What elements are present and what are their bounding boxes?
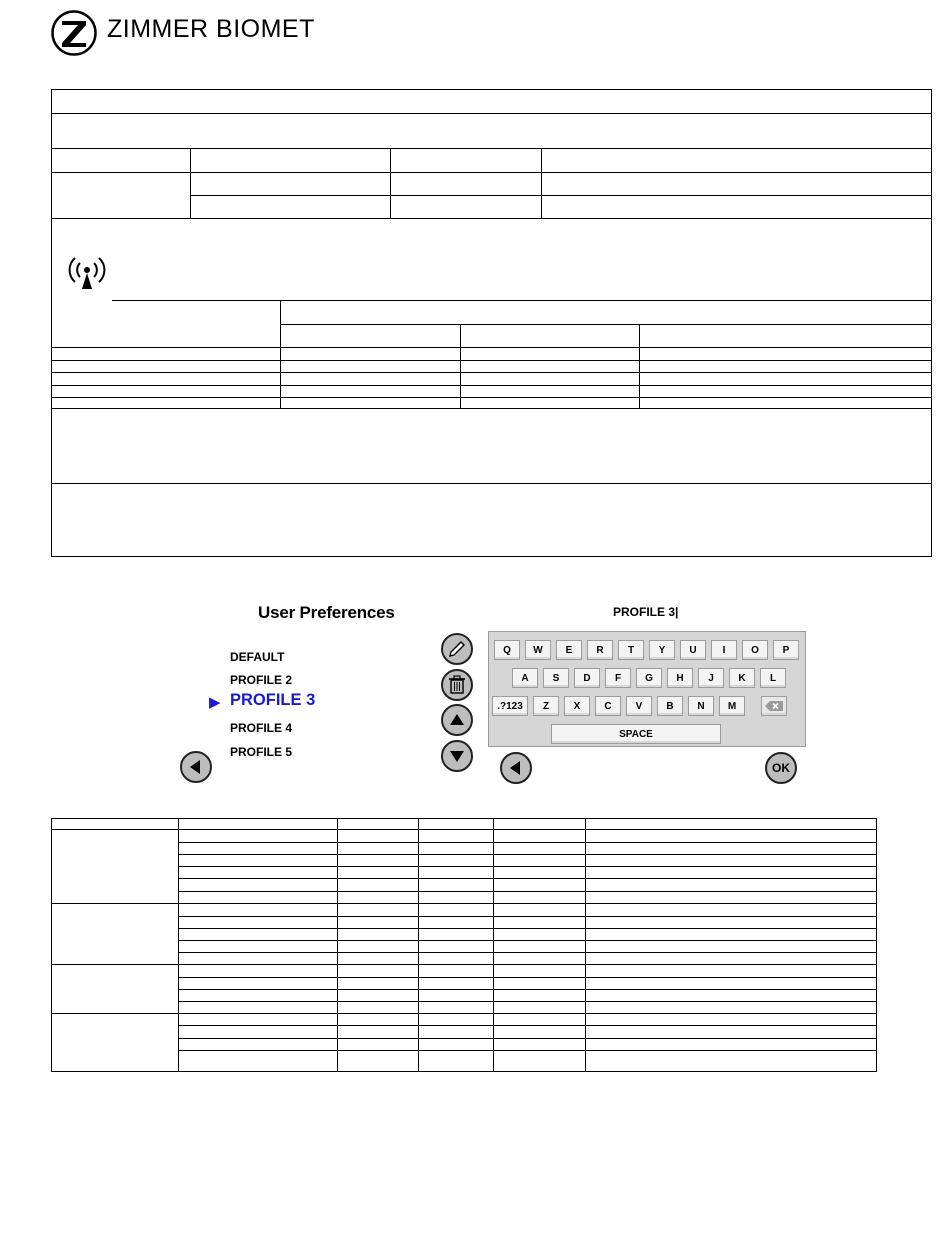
profile-item-5[interactable]: PROFILE 5 xyxy=(230,745,293,759)
arrow-left-icon xyxy=(507,759,525,777)
on-screen-keyboard xyxy=(488,631,806,747)
key-t[interactable]: T xyxy=(618,640,644,660)
edit-profile-button[interactable] xyxy=(441,633,473,665)
key-h[interactable]: H xyxy=(667,668,693,688)
key-v[interactable]: V xyxy=(626,696,652,716)
pencil-icon xyxy=(447,639,467,659)
key-l[interactable]: L xyxy=(760,668,786,688)
prefs-back-button[interactable] xyxy=(180,751,212,783)
key-p[interactable]: P xyxy=(773,640,799,660)
brand-name: ZIMMER BIOMET xyxy=(107,15,315,43)
space-key[interactable]: SPACE xyxy=(551,724,721,744)
key-y[interactable]: Y xyxy=(649,640,675,660)
key-b[interactable]: B xyxy=(657,696,683,716)
delete-profile-button[interactable] xyxy=(441,669,473,701)
key-n[interactable]: N xyxy=(688,696,714,716)
user-preferences-title: User Preferences xyxy=(258,603,395,622)
profile-item-3-selected[interactable]: PROFILE 3 xyxy=(230,691,316,709)
backspace-icon xyxy=(764,700,784,712)
arrow-down-icon xyxy=(448,747,466,765)
selected-arrow-icon: ▶ xyxy=(209,694,221,711)
keyboard-back-button[interactable] xyxy=(500,752,532,784)
arrow-left-icon xyxy=(187,758,205,776)
key-d[interactable]: D xyxy=(574,668,600,688)
non-ionizing-radiation-icon xyxy=(64,255,110,295)
key-o[interactable]: O xyxy=(742,640,768,660)
profile-name-entry[interactable]: PROFILE 3| xyxy=(613,605,679,619)
ok-button[interactable]: OK xyxy=(765,752,797,784)
key-j[interactable]: J xyxy=(698,668,724,688)
key-symsym123[interactable]: .?123 xyxy=(492,696,528,716)
zimmer-biomet-logo-icon xyxy=(51,10,97,56)
profile-item-4[interactable]: PROFILE 4 xyxy=(230,721,293,735)
trash-icon xyxy=(448,675,466,695)
key-z[interactable]: Z xyxy=(533,696,559,716)
key-u[interactable]: U xyxy=(680,640,706,660)
move-up-button[interactable] xyxy=(441,704,473,736)
key-a[interactable]: A xyxy=(512,668,538,688)
profile-item-2[interactable]: PROFILE 2 xyxy=(230,673,293,687)
key-q[interactable]: Q xyxy=(494,640,520,660)
backspace-key[interactable] xyxy=(761,696,787,716)
company-logo xyxy=(51,9,321,57)
key-r[interactable]: R xyxy=(587,640,613,660)
key-k[interactable]: K xyxy=(729,668,755,688)
profile-item-default[interactable]: DEFAULT xyxy=(230,650,285,664)
key-e[interactable]: E xyxy=(556,640,582,660)
key-x[interactable]: X xyxy=(564,696,590,716)
key-g[interactable]: G xyxy=(636,668,662,688)
document-form-box xyxy=(51,89,932,557)
key-i[interactable]: I xyxy=(711,640,737,660)
key-s[interactable]: S xyxy=(543,668,569,688)
arrow-up-icon xyxy=(448,711,466,729)
move-down-button[interactable] xyxy=(441,740,473,772)
key-m[interactable]: M xyxy=(719,696,745,716)
key-f[interactable]: F xyxy=(605,668,631,688)
key-c[interactable]: C xyxy=(595,696,621,716)
bottom-table xyxy=(51,818,877,1072)
key-w[interactable]: W xyxy=(525,640,551,660)
